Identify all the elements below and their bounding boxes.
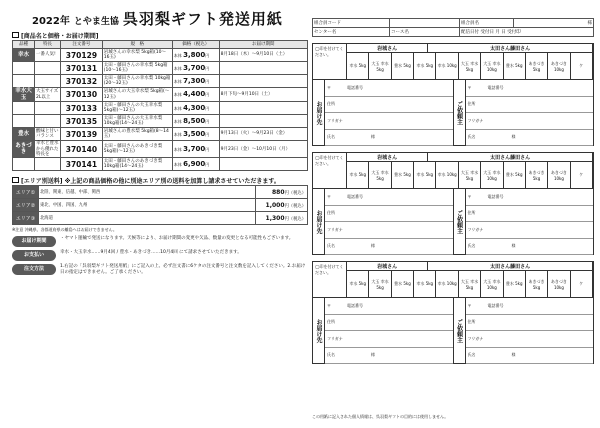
quantity-cell[interactable]: 豊水 5kg: [504, 53, 526, 79]
quantity-cell[interactable]: 幸水 5kg: [347, 53, 369, 79]
quantity-cell[interactable]: 大玉 幸水 10kg: [481, 271, 503, 297]
product-code: 370135: [61, 115, 103, 128]
quantity-cells: [347, 162, 593, 188]
quantity-cell[interactable]: あきづき 10kg: [548, 162, 570, 188]
product-row: [13, 158, 308, 171]
area-fee-value: 1,300: [265, 214, 285, 222]
quantity-cell[interactable]: 豊水 5kg: [504, 162, 526, 188]
product-row: [13, 102, 308, 115]
product-row: [13, 115, 308, 128]
title-org: とやま生協: [73, 17, 119, 27]
quantity-cell[interactable]: あきづき 10kg: [548, 53, 570, 79]
product-price-value: 6,900: [183, 160, 206, 169]
product-code: 370141: [61, 158, 103, 171]
info-text: 1.右記の「呉羽梨ギフト発送用紙」にご記入の上、必ず注文書に6ケタの注文番号と注文数を記入してください。2.お届け日の指定はできません。ご了承ください。: [60, 263, 306, 275]
area-row: [13, 199, 308, 212]
quantity-instruction: ◯印を付けてください。: [313, 262, 347, 297]
info-text: ・ヤマト運輸で発送になります。天候等により、お届け期間の変更や欠品、数量の変更となる可能性もございます。: [60, 235, 294, 241]
product-spec: 岩城さんの大玉幸水梨 5kg箱(〜12玉): [102, 88, 172, 102]
product-code: 370132: [61, 75, 103, 88]
info-row: [12, 250, 308, 261]
product-spec: 岩城さんの幸水梨 5kg箱(10〜16玉): [102, 49, 172, 62]
product-feature: [35, 158, 61, 171]
quantity-cell[interactable]: 大玉 幸水 5kg: [459, 53, 481, 79]
product-code: 370130: [61, 88, 103, 102]
destination-field[interactable]: 〒 電話番号: [325, 298, 453, 315]
product-code: 370133: [61, 102, 103, 115]
farmer-iwaki: 岩城さん: [347, 153, 428, 161]
product-category: [13, 115, 35, 128]
quantity-cell[interactable]: 幸水 10kg: [436, 53, 458, 79]
product-period: [219, 102, 307, 115]
sender-field[interactable]: 〒 電話番号: [466, 298, 594, 315]
farmer-names: [347, 262, 593, 271]
sender-label: ご依頼主: [454, 80, 466, 146]
farmer-iwaki: 岩城さん: [347, 262, 428, 270]
product-spec: 太田・藤田さんのあきづき梨 5kg箱(〜12玉): [102, 141, 172, 158]
product-category: あきづき: [13, 141, 35, 158]
quantity-grid: [347, 44, 593, 79]
member-name-label: 組合員名: [460, 19, 514, 28]
quantity-instruction: ◯印を付けてください。: [313, 44, 347, 79]
quantity-instruction: ◯印を付けてください。: [313, 153, 347, 188]
destination-label: お届け先: [313, 298, 325, 364]
left-panel: [12, 8, 308, 276]
product-price-value: 4,300: [183, 103, 206, 112]
area-prefectures: 北海道: [39, 212, 256, 225]
product-code: 370140: [61, 141, 103, 158]
destination-label: お届け先: [313, 189, 325, 255]
quantity-cell[interactable]: 幸水 10kg: [436, 162, 458, 188]
title-year: 2022年: [32, 16, 70, 27]
product-spec: 太田・藤田さんの大玉幸水梨 10kg箱(14〜24玉): [102, 115, 172, 128]
quantity-cell[interactable]: 大玉 幸水 10kg: [481, 53, 503, 79]
sender-field[interactable]: 〒 電話番号: [466, 80, 594, 97]
product-price: 本体 6,900円: [172, 158, 219, 171]
product-period: 9月23日（金）〜10月10日（月）: [219, 141, 307, 158]
member-code-label: 組合員コード: [313, 19, 390, 28]
quantity-cell[interactable]: 豊水 5kg: [392, 53, 414, 79]
product-feature: 大玉サイズ 2L以上: [35, 88, 61, 102]
member-header: [312, 18, 594, 37]
quantity-cell[interactable]: 幸水 5kg: [347, 271, 369, 297]
address-area: [313, 80, 593, 146]
area-name: エリア③: [13, 212, 39, 225]
quantity-cell[interactable]: 幸水 5kg: [414, 53, 436, 79]
info-section: [12, 236, 308, 277]
info-label: お支払い: [12, 250, 56, 261]
product-row: [13, 88, 308, 102]
area-fee-value: 1,000: [265, 201, 285, 209]
info-row: [12, 236, 308, 247]
product-feature: [35, 62, 61, 75]
course-label: コース名: [390, 28, 460, 37]
sender-section: [454, 80, 594, 146]
quantity-cell[interactable]: 大玉 幸水 10kg: [481, 162, 503, 188]
product-feature: [35, 115, 61, 128]
quantity-cell[interactable]: 大玉 幸水 5kg: [369, 271, 391, 297]
sender-field[interactable]: 氏名 様: [466, 239, 594, 256]
products-table: [12, 40, 308, 171]
order-block: [312, 43, 594, 146]
quantity-cells: [347, 271, 593, 297]
destination-field[interactable]: 氏名 様: [325, 239, 453, 256]
area-fee: 880円（税込）: [256, 186, 308, 199]
area-prefectures: 東北、中国、四国、九州: [39, 199, 256, 212]
area-table: [12, 185, 308, 225]
address-area: [313, 298, 593, 364]
sender-field[interactable]: 住所: [466, 315, 594, 332]
product-row: [13, 128, 308, 141]
product-price: 本体 3,800円: [172, 49, 219, 62]
product-price: 本体 3,700円: [172, 62, 219, 75]
destination-field[interactable]: 住所: [325, 97, 453, 114]
truck-icon: [12, 177, 19, 183]
product-code: 370129: [61, 49, 103, 62]
destination-field[interactable]: 〒 電話番号: [325, 189, 453, 206]
sender-fields: [466, 80, 594, 146]
order-quantity-area: [313, 44, 593, 80]
product-category: [13, 102, 35, 115]
destination-section: [313, 189, 454, 255]
quantity-cell[interactable]: 幸水 5kg: [347, 162, 369, 188]
area-fee-value: 880: [271, 188, 285, 196]
product-code: 370131: [61, 62, 103, 75]
product-spec: 岩城さんの豊水梨 5kg箱(8〜14玉): [102, 128, 172, 141]
product-price-value: 3,700: [183, 145, 206, 154]
product-price-value: 4,400: [183, 90, 206, 99]
sender-field[interactable]: フリガナ: [466, 331, 594, 348]
column-header: 品種: [13, 41, 35, 49]
date-label: 配信日付 受付日 月 日 受付印: [460, 28, 594, 37]
column-header: 規 格: [102, 41, 172, 49]
product-period: [219, 62, 307, 75]
products-section-label: [商品名と価格・お届け期間]: [12, 30, 308, 40]
quantity-cells: [347, 53, 593, 79]
quantity-cell[interactable]: あきづき 10kg: [548, 271, 570, 297]
product-category: [13, 158, 35, 171]
quantity-cell[interactable]: 豊水 5kg: [392, 271, 414, 297]
sender-fields: [466, 298, 594, 364]
farmer-ota-fujita: 太田さん藤田さん: [428, 44, 593, 52]
gift-box-icon: [12, 32, 19, 38]
privacy-note: この用紙に記入された個人情報は、呉羽梨ギフトの目的には使用しません。: [312, 414, 449, 419]
order-block: [312, 261, 594, 364]
quantity-cell[interactable]: あきづき 5kg: [526, 53, 548, 79]
product-period: 9月13日（火）〜9月23日（金）: [219, 128, 307, 141]
product-spec: 太田・藤田さんの幸水梨 10kg箱(20〜32玉): [103, 75, 171, 86]
destination-field[interactable]: フリガナ: [325, 113, 453, 130]
sender-section: [454, 189, 594, 255]
info-row: [12, 264, 308, 277]
area-fee: 1,300円（税込）: [256, 212, 308, 225]
title-main: 呉羽梨ギフト発送用紙: [122, 10, 283, 28]
sender-field[interactable]: 住所: [466, 206, 594, 223]
product-row: [13, 75, 308, 88]
quantity-cell[interactable]: ケ: [571, 271, 593, 297]
product-row: [13, 62, 308, 75]
product-row: [13, 49, 308, 62]
quantity-grid: [347, 153, 593, 188]
product-feature: [35, 102, 61, 115]
destination-fields: [325, 80, 453, 146]
sender-field[interactable]: 〒 電話番号: [466, 189, 594, 206]
destination-field[interactable]: 住所: [325, 206, 453, 223]
destination-section: [313, 298, 454, 364]
product-category: 幸水大玉: [13, 88, 35, 102]
product-price-value: 7,300: [183, 76, 206, 85]
quantity-cell[interactable]: 大玉 幸水 5kg: [459, 271, 481, 297]
farmer-ota-fujita: 太田さん藤田さん: [428, 153, 593, 161]
product-period: [219, 75, 307, 88]
sender-field[interactable]: 住所: [466, 97, 594, 114]
area-prefectures: 北陸、関東、信越、中部、関西: [39, 186, 256, 199]
sender-label: ご依頼主: [454, 189, 466, 255]
order-block: [312, 152, 594, 255]
destination-field[interactable]: 住所: [325, 315, 453, 332]
product-category: 豊水: [13, 128, 35, 141]
area-section-label: [エリア別送料] ※上記の商品価格の他に別途エリア別の送料を加算し請求させていただきます。: [12, 175, 308, 185]
destination-field[interactable]: フリガナ: [325, 222, 453, 239]
quantity-cell[interactable]: あきづき 5kg: [526, 271, 548, 297]
column-header: 注文番号: [61, 41, 103, 49]
product-period: 8月18日（木）〜9月10日（土）: [219, 49, 307, 62]
product-category: [13, 62, 35, 75]
column-header: 特長: [35, 41, 61, 49]
column-header: お届け期間: [219, 41, 307, 49]
product-price: 本体 4,300円: [172, 102, 219, 115]
sender-label: ご依頼主: [454, 298, 466, 364]
product-feature: 酸味と甘いバランス: [36, 128, 59, 140]
area-name: エリア②: [13, 199, 39, 212]
quantity-cell[interactable]: 豊水 5kg: [504, 271, 526, 297]
area-fee: 1,000円（税込）: [256, 199, 308, 212]
farmer-ota-fujita: 太田さん藤田さん: [428, 262, 593, 270]
sender-section: [454, 298, 594, 364]
sender-field[interactable]: 氏名 様: [466, 348, 594, 365]
order-quantity-area: [313, 262, 593, 298]
destination-fields: [325, 298, 453, 364]
area-row: [13, 186, 308, 199]
column-header: 価格（税込）: [172, 41, 219, 49]
quantity-cell[interactable]: ケ: [571, 53, 593, 79]
destination-section: [313, 80, 454, 146]
area-row: [13, 212, 308, 225]
sender-field[interactable]: フリガナ: [466, 113, 594, 130]
product-feature: 一番人気!: [35, 49, 61, 62]
destination-field[interactable]: 氏名 様: [325, 348, 453, 365]
product-spec: 太田・藤田さんの大玉幸水梨 5kg箱(〜12玉): [102, 102, 172, 115]
info-label: お届け期間: [12, 236, 56, 247]
product-category: 幸水: [13, 49, 35, 62]
product-category: [13, 75, 35, 88]
member-code-field[interactable]: [390, 19, 460, 28]
product-price: 本体 3,700円: [172, 141, 219, 158]
farmer-names: [347, 153, 593, 162]
quantity-cell[interactable]: 幸水 5kg: [414, 271, 436, 297]
product-price: 本体 7,300円: [172, 75, 219, 88]
address-area: [313, 189, 593, 255]
product-spec: 太田・藤田さんのあきづき梨 10kg箱(14〜24玉): [102, 158, 172, 171]
product-price: 本体 4,400円: [172, 88, 219, 102]
product-price-value: 3,700: [183, 63, 206, 72]
product-feature: 幸水と豊水から優れた特長を: [36, 141, 59, 157]
right-panel: [312, 18, 594, 364]
center-label: センター名: [313, 28, 390, 37]
quantity-cell[interactable]: あきづき 5kg: [526, 162, 548, 188]
product-row: [13, 141, 308, 158]
quantity-cell[interactable]: 大玉 幸水 5kg: [369, 53, 391, 79]
quantity-cell[interactable]: 幸水 10kg: [436, 271, 458, 297]
quantity-cell[interactable]: 大玉 幸水 5kg: [369, 162, 391, 188]
product-period: [219, 115, 307, 128]
quantity-grid: [347, 262, 593, 297]
sender-fields: [466, 189, 594, 255]
product-code: 370139: [61, 128, 103, 141]
product-price-value: 8,500: [183, 116, 206, 125]
farmer-names: [347, 44, 593, 53]
product-feature: [35, 75, 61, 88]
sender-field[interactable]: 氏名 様: [466, 130, 594, 147]
info-label: 注文方法: [12, 264, 56, 275]
area-name: エリア①: [13, 186, 39, 199]
farmer-iwaki: 岩城さん: [347, 44, 428, 52]
page-title: [32, 8, 308, 30]
member-name-field[interactable]: 様: [514, 19, 594, 28]
quantity-cell[interactable]: 大玉 幸水 5kg: [459, 162, 481, 188]
sender-field[interactable]: フリガナ: [466, 222, 594, 239]
order-quantity-area: [313, 153, 593, 189]
destination-fields: [325, 189, 453, 255]
destination-field[interactable]: フリガナ: [325, 331, 453, 348]
destination-label: お届け先: [313, 80, 325, 146]
product-price-value: 3,800: [183, 50, 206, 59]
product-price: 本体 3,500円: [172, 128, 219, 141]
product-spec: 太田・藤田さんの幸水梨 5kg箱(10〜16玉): [102, 62, 172, 75]
destination-field[interactable]: 〒 電話番号: [325, 80, 453, 97]
product-price-value: 3,500: [183, 129, 206, 138]
destination-field[interactable]: 氏名 様: [325, 130, 453, 147]
quantity-cell[interactable]: 幸水 5kg: [414, 162, 436, 188]
quantity-cell[interactable]: ケ: [571, 162, 593, 188]
product-price: 本体 8,500円: [172, 115, 219, 128]
order-blocks: [312, 43, 594, 364]
product-period: 8月下旬〜9月10日（土）: [219, 88, 307, 102]
shipping-note: ※注意 沖縄県、各都道府県の離島へはお届けできません。: [12, 227, 117, 233]
product-period: [219, 158, 307, 171]
info-text: 幸水・大玉幸水……9月4回 / 豊水・あきづき……10月4回 にて請求させていただきます。: [60, 249, 242, 255]
quantity-cell[interactable]: 豊水 5kg: [392, 162, 414, 188]
